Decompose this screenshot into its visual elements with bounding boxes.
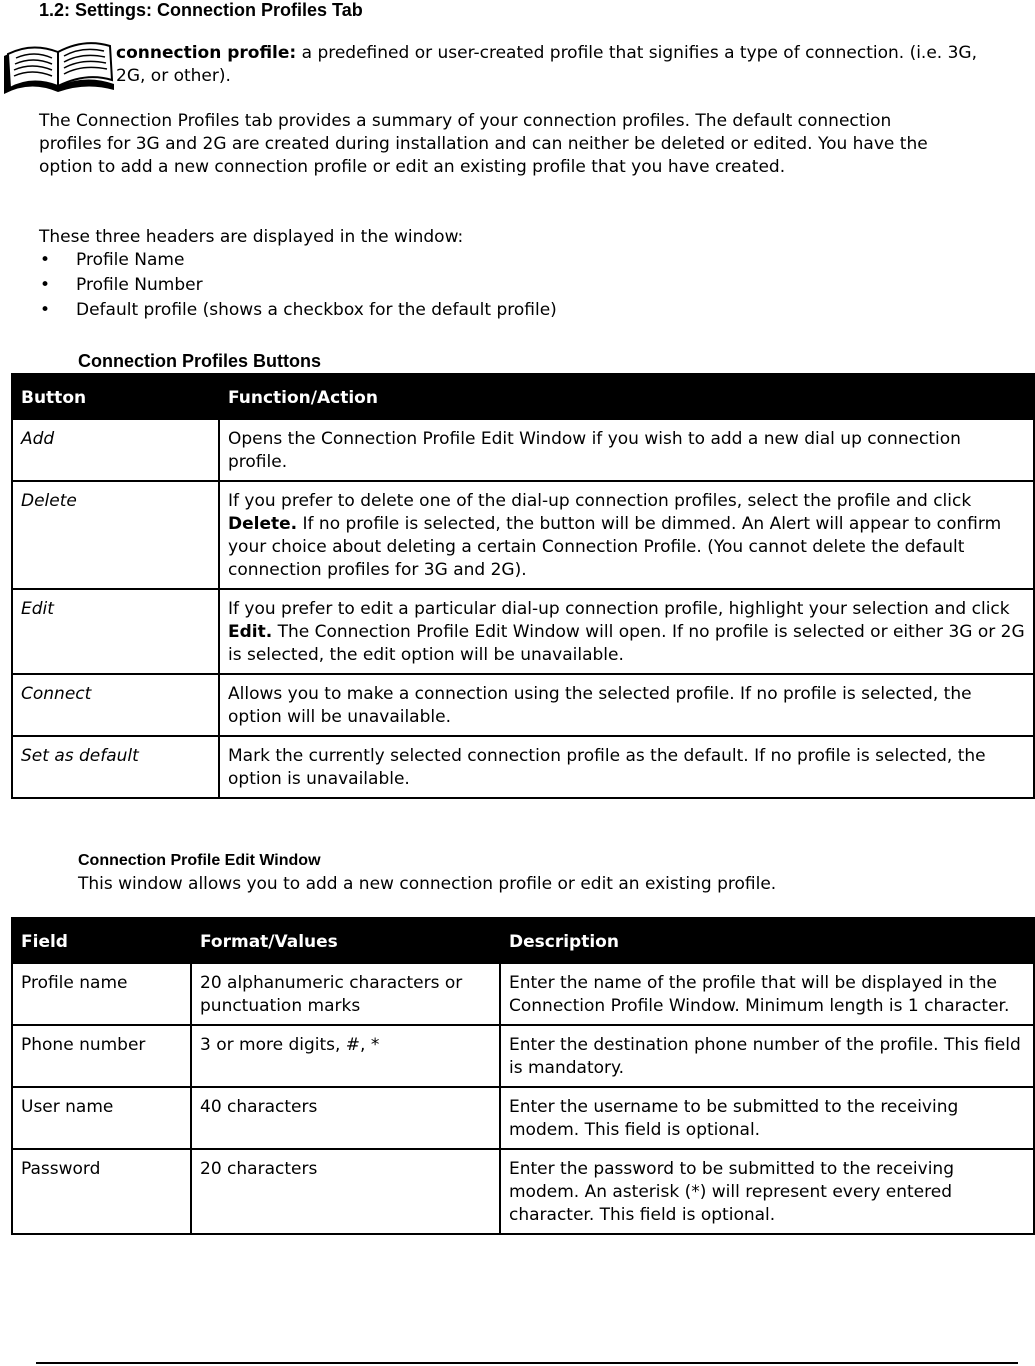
column-header: Description [500, 919, 1034, 963]
field-format: 20 alphanumeric characters or punctuation marks [191, 963, 500, 1025]
button-name: Delete [12, 481, 219, 589]
button-name: Edit [12, 589, 219, 674]
field-description: Enter the password to be submitted to the receiving modem. An asterisk (*) will represent every entered character. This field is optional. [500, 1149, 1034, 1234]
button-function: Opens the Connection Profile Edit Window if you wish to add a new dial up connection profile. [219, 419, 1034, 481]
bullet: • [40, 275, 51, 295]
definition [116, 42, 996, 88]
table-row [12, 1025, 1034, 1087]
headers-intro: These three headers are displayed in the window: [39, 227, 464, 247]
footer-divider [36, 1362, 1018, 1364]
button-name: Add [12, 419, 219, 481]
intro-paragraph: The Connection Profiles tab provides a summary of your connection profiles. The default connection profiles for 3G and 2G are created during installation and can neither be deleted or edited. You have the option to add a new connection profile or edit an existing profile that you have created. [39, 111, 928, 177]
button-name: Set as default [12, 736, 219, 798]
field-format: 3 or more digits, #, * [191, 1025, 500, 1087]
button-function: If you prefer to edit a particular dial-up connection profile, highlight your selection and click Edit. The Connection Profile Edit Window will open. If no profile is selected or either 3G or 2G is selected, the edit option will be unavailable. [219, 589, 1034, 674]
column-header: Function/Action [219, 375, 1034, 419]
table-header-row [12, 919, 1034, 963]
table-row [12, 963, 1034, 1025]
field-format: 40 characters [191, 1087, 500, 1149]
field-name: User name [12, 1087, 191, 1149]
field-name: Phone number [12, 1025, 191, 1087]
button-function: If you prefer to delete one of the dial-up connection profiles, select the profile and click Delete. If no profile is selected, the button will be dimmed. An Alert will appear to confirm your choice about deleting a certain Connection Profile. (You cannot delete the default connection profiles for 3G and 2G). [219, 481, 1034, 589]
column-header: Field [12, 919, 191, 963]
buttons-section-title: Connection Profiles Buttons [78, 351, 321, 371]
book-icon [0, 34, 116, 98]
field-format: 20 characters [191, 1149, 500, 1234]
button-name: Connect [12, 674, 219, 736]
list-item: • Default profile (shows a checkbox for the default profile) [0, 298, 900, 323]
definition-term: connection profile: [116, 43, 297, 63]
table-row [12, 674, 1034, 736]
list-item: • Profile Name [0, 248, 900, 273]
table-row [12, 419, 1034, 481]
bullet: • [40, 250, 51, 270]
field-description: Enter the name of the profile that will be displayed in the Connection Profile Window. Minimum length is 1 character. [500, 963, 1034, 1025]
bullet: • [40, 300, 51, 320]
table-row [12, 736, 1034, 798]
column-header: Button [12, 375, 219, 419]
headers-list [0, 248, 900, 323]
column-header: Format/Values [191, 919, 500, 963]
field-name: Profile name [12, 963, 191, 1025]
table-header-row [12, 375, 1034, 419]
field-description: Enter the username to be submitted to the receiving modem. This field is optional. [500, 1087, 1034, 1149]
page-title: 1.2: Settings: Connection Profiles Tab [39, 0, 363, 20]
table-row [12, 1087, 1034, 1149]
buttons-table [11, 373, 1035, 799]
definition-text: a predefined or user-created profile that signifies a type of connection. (i.e. 3G, 2G, or other). [116, 43, 977, 86]
table-row [12, 1149, 1034, 1234]
button-function: Allows you to make a connection using the selected profile. If no profile is selected, the option will be unavailable. [219, 674, 1034, 736]
edit-section-subtitle: This window allows you to add a new connection profile or edit an existing profile. [78, 874, 777, 894]
edit-fields-table [11, 917, 1035, 1235]
table-row [12, 589, 1034, 674]
field-description: Enter the destination phone number of the profile. This field is mandatory. [500, 1025, 1034, 1087]
edit-section-title: Connection Profile Edit Window [78, 852, 321, 869]
button-function: Mark the currently selected connection profile as the default. If no profile is selected, the option is unavailable. [219, 736, 1034, 798]
table-row [12, 481, 1034, 589]
list-item: • Profile Number [0, 273, 900, 298]
field-name: Password [12, 1149, 191, 1234]
